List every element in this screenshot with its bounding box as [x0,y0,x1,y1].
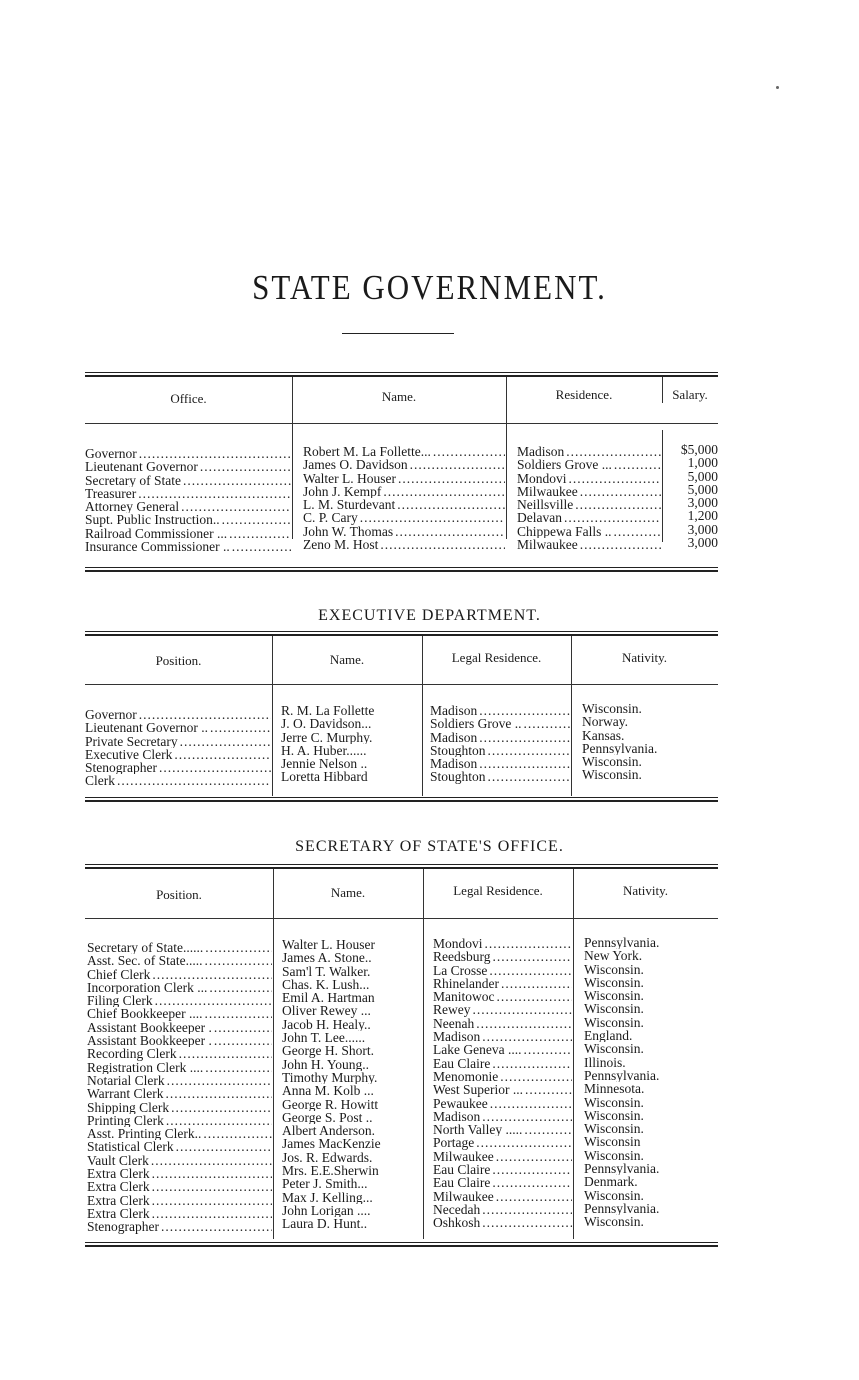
table-top-rule [85,631,718,636]
position-cell: Registration Clerk .... ..... [87,1061,272,1074]
name-cell: Walter L. Houser ..... [303,472,505,485]
residence-cell: Mondovi ..... [517,472,661,485]
name-cell: Jos. R. Edwards. [282,1150,373,1165]
position-column [85,708,271,788]
position-cell: Clerk ..... [85,774,271,787]
name-cell: C. P. Cary ..... [303,511,505,524]
office-column [85,447,291,553]
nativity-cell: New York. [584,949,643,963]
position-cell: Statistical Clerk ..... [87,1140,272,1153]
position-cell: Filing Clerk ..... [87,994,272,1007]
salary-cell: $5,000 [680,443,718,457]
nativity-cell: Wisconsin. [584,962,644,976]
residence-cell: Chippewa Falls .. ..... [517,525,661,538]
position-cell: Asst. Sec. of State..... ..... [87,954,272,967]
nativity-cell: Wisconsin. [584,1148,644,1163]
name-cell: Laura D. Hunt.. [282,1217,368,1231]
header-position: Position. [155,653,202,668]
header-position: Position. [156,887,202,902]
nativity-cell: Pennsylvania. [584,1162,660,1176]
legal-residence-cell: Stoughton ..... [430,744,570,757]
nativity-cell: Wisconsin. [582,755,642,769]
nativity-cell: Wisconsin. [584,1188,644,1202]
column-divider [273,869,274,1239]
nativity-cell: Pennsylvania. [584,936,660,950]
nativity-column [584,936,718,1229]
office-cell: Treasurer ..... [85,487,291,500]
legal-residence-cell: Eau Claire ..... [433,1057,572,1070]
nativity-cell: Pennsylvania. [584,1201,660,1216]
nativity-cell: Wisconsin. [584,975,644,990]
name-cell: George S. Post .. [282,1110,373,1125]
header-legal-residence: Legal Residence. [451,650,542,665]
position-column [87,941,272,1234]
position-cell: Extra Clerk ..... [87,1207,272,1220]
name-cell: Robert M. La Follette... ..... [303,445,505,458]
position-cell: Extra Clerk ..... [87,1194,272,1207]
name-cell: John Lorigan .... [282,1203,371,1218]
nativity-cell: Pennsylvania. [584,1068,660,1083]
legal-residence-cell: Manitowoc ..... [433,990,572,1003]
legal-residence-cell: Rhinelander ..... [433,977,572,990]
column-divider [272,636,273,796]
title-rule [342,333,454,334]
name-cell: Jerre C. Murphy. [281,730,373,744]
header-nativity: Nativity. [622,883,668,898]
position-cell: Lieutenant Governor .. ..... [85,721,271,734]
legal-residence-cell: La Crosse ..... [433,964,572,977]
column-divider [292,377,293,539]
header-name: Name. [330,885,366,900]
name-cell: James A. Stone.. [282,951,372,965]
position-cell: Chief Bookkeeper .... ..... [87,1007,272,1020]
name-cell: Timothy Murphy. [282,1070,378,1085]
nativity-cell: Wisconsin. [584,1095,644,1109]
nativity-cell: Minnesota. [584,1082,645,1096]
legal-residence-cell: Menomonie ..... [433,1070,572,1083]
nativity-column [582,702,718,782]
header-office: Office. [170,391,207,406]
position-cell: Governor ..... [85,708,271,721]
legal-residence-cell: Madison ..... [433,1030,572,1043]
salary-cell: 1,200 [687,509,718,523]
position-cell: Incorporation Clerk ... ..... [87,981,272,994]
nativity-cell: Wisconsin. [584,1122,644,1136]
legal-residence-cell: Pewaukee ..... [433,1097,572,1110]
header-residence: Residence. [555,387,613,402]
position-cell: Executive Clerk ..... [85,748,271,761]
secretary-of-state-office-heading: SECRETARY OF STATE'S OFFICE. [295,838,564,855]
position-cell: Extra Clerk ..... [87,1167,272,1180]
name-cell: Albert Anderson. [282,1124,375,1138]
residence-cell: Delavan ..... [517,511,661,524]
name-cell: John T. Lee...... [282,1031,366,1045]
legal-residence-cell: Neenah ..... [433,1017,572,1030]
paper-speck [776,86,779,89]
position-cell: Extra Clerk ..... [87,1180,272,1193]
name-column [281,704,421,784]
salary-column [665,443,718,549]
legal-residence-cell: Soldiers Grove .. ..... [430,717,570,730]
legal-residence-cell: Reedsburg ..... [433,950,572,963]
header-nativity: Nativity. [621,650,667,665]
name-cell: Emil A. Hartman [282,991,375,1005]
residence-cell: Milwaukee ..... [517,538,661,551]
nativity-cell: Wisconsin. [584,989,644,1003]
header-rule [85,423,718,424]
name-cell: Mrs. E.E.Sherwin [282,1164,379,1178]
name-cell: George H. Short. [282,1044,374,1058]
position-cell: Shipping Clerk ..... [87,1101,272,1114]
executive-department-table [85,631,718,811]
position-cell: Recording Clerk ..... [87,1047,272,1060]
legal-residence-cell: North Valley ..... ..... [433,1123,572,1136]
name-cell: James O. Davidson ..... [303,458,505,471]
nativity-cell: Wisconsin. [582,768,642,782]
name-cell: H. A. Huber...... [281,743,367,758]
office-cell: Attorney General ..... [85,500,291,513]
secretary-of-state-office-table [85,864,718,1254]
name-cell: John H. Young.. [282,1057,370,1071]
name-cell: Oliver Rewey ... [282,1004,371,1018]
state-government-table [85,372,718,577]
name-cell: Loretta Hibbard [281,770,368,784]
legal-residence-cell: Mondovi ..... [433,937,572,950]
position-cell: Vault Clerk ..... [87,1154,272,1167]
header-name: Name. [329,652,365,667]
position-cell: Asst. Printing Clerk.. ..... [87,1127,272,1140]
position-cell: Warrant Clerk ..... [87,1087,272,1100]
header-name: Name. [381,389,417,404]
legal-residence-cell: Madison ..... [430,757,570,770]
nativity-cell: Norway. [582,715,628,729]
position-cell: Printing Clerk ..... [87,1114,272,1127]
header-legal-residence: Legal Residence. [453,883,543,898]
residence-cell: Madison ..... [517,445,661,458]
nativity-cell: Wisconsin. [582,702,642,716]
name-cell: R. M. La Follette [281,704,375,718]
legal-residence-cell: Madison ..... [430,704,570,717]
name-cell: John J. Kempf ..... [303,485,505,498]
table-bottom-rule [85,797,718,802]
nativity-cell: England. [584,1029,633,1043]
column-divider [571,636,572,796]
column-divider [573,869,574,1239]
column-divider [662,377,663,403]
name-cell: George R. Howitt [282,1097,379,1111]
legal-residence-cell: Eau Claire ..... [433,1176,572,1189]
office-cell: Railroad Commissioner ... ..... [85,527,291,540]
salary-cell: 5,000 [687,469,718,483]
name-cell: Sam'l T. Walker. [282,964,371,978]
position-cell: Assistant Bookkeeper . ..... [87,1034,272,1047]
residence-cell: Milwaukee ..... [517,485,661,498]
salary-cell: 1,000 [687,456,718,470]
name-cell: Peter J. Smith... [282,1177,368,1191]
nativity-cell: Pennsylvania. [582,741,658,756]
office-cell: Insurance Commissioner .. ..... [85,540,291,553]
salary-cell: 3,000 [687,522,718,537]
name-cell: Max J. Kelling... [282,1190,373,1204]
legal-residence-cell: Stoughton ..... [430,770,570,783]
position-cell: Chief Clerk ..... [87,968,272,981]
name-cell: J. O. Davidson... [281,717,372,731]
executive-department-heading: EXECUTIVE DEPARTMENT. [318,607,541,624]
page-title: STATE GOVERNMENT. [252,267,607,308]
legal-residence-cell: West Superior ... ..... [433,1083,572,1096]
position-cell: Stenographer ..... [87,1220,272,1233]
nativity-cell: Wisconsin. [584,1015,644,1030]
name-column [303,445,505,551]
name-cell: Walter L. Houser [282,938,376,952]
office-cell: Governor ..... [85,447,291,460]
residence-cell: Neillsville ..... [517,498,661,511]
legal-residence-cell: Oshkosh ..... [433,1216,572,1229]
nativity-cell: Wisconsin. [584,1108,644,1123]
nativity-cell: Wisconsin [584,1135,641,1149]
office-cell: Secretary of State ..... [85,474,291,487]
legal-residence-column [433,937,572,1230]
name-cell: Jennie Nelson .. [281,757,368,771]
column-divider [422,636,423,796]
table-bottom-rule [85,1242,718,1247]
salary-cell: 3,000 [687,496,718,510]
name-column [282,938,422,1231]
table-top-rule [85,372,718,377]
position-cell: Stenographer ..... [85,761,271,774]
name-cell: Zeno M. Host ..... [303,538,505,551]
legal-residence-column [430,704,570,784]
residence-column [517,445,661,551]
nativity-cell: Kansas. [582,728,625,742]
name-cell: L. M. Sturdevant ..... [303,498,505,511]
position-cell: Notarial Clerk ..... [87,1074,272,1087]
salary-cell: 5,000 [687,482,718,497]
legal-residence-cell: Milwaukee ..... [433,1190,572,1203]
nativity-cell: Denmark. [584,1175,638,1189]
salary-cell: 3,000 [687,536,718,550]
legal-residence-cell: Madison ..... [433,1110,572,1123]
header-salary: Salary. [672,387,708,402]
column-divider [506,377,507,539]
header-rule [85,684,718,685]
legal-residence-cell: Rewey ..... [433,1003,572,1016]
name-cell: James MacKenzie [282,1137,381,1151]
office-cell: Lieutenant Governor ..... [85,460,291,473]
table-bottom-rule [85,567,718,572]
table-top-rule [85,864,718,869]
position-cell: Assistant Bookkeeper . ..... [87,1021,272,1034]
header-rule [85,918,718,919]
position-cell: Private Secretary ..... [85,735,271,748]
legal-residence-cell: Lake Geneva .... ..... [433,1043,572,1056]
position-cell: Secretary of State...... ..... [87,941,272,954]
legal-residence-cell: Madison ..... [430,731,570,744]
legal-residence-cell: Milwaukee ..... [433,1150,572,1163]
name-cell: Anna M. Kolb ... [282,1084,374,1098]
nativity-cell: Illinois. [584,1055,626,1069]
residence-cell: Soldiers Grove ... ..... [517,458,661,471]
legal-residence-cell: Necedah ..... [433,1203,572,1216]
legal-residence-cell: Portage ..... [433,1136,572,1149]
name-cell: John W. Thomas ..... [303,525,505,538]
column-divider [423,869,424,1239]
name-cell: Jacob H. Healy.. [282,1017,371,1032]
nativity-cell: Wisconsin. [584,1215,644,1229]
office-cell: Supt. Public Instruction.. ..... [85,513,291,526]
nativity-cell: Wisconsin. [584,1042,644,1056]
nativity-cell: Wisconsin. [584,1002,644,1016]
column-divider [662,430,663,542]
legal-residence-cell: Eau Claire ..... [433,1163,572,1176]
name-cell: Chas. K. Lush... [282,977,370,992]
